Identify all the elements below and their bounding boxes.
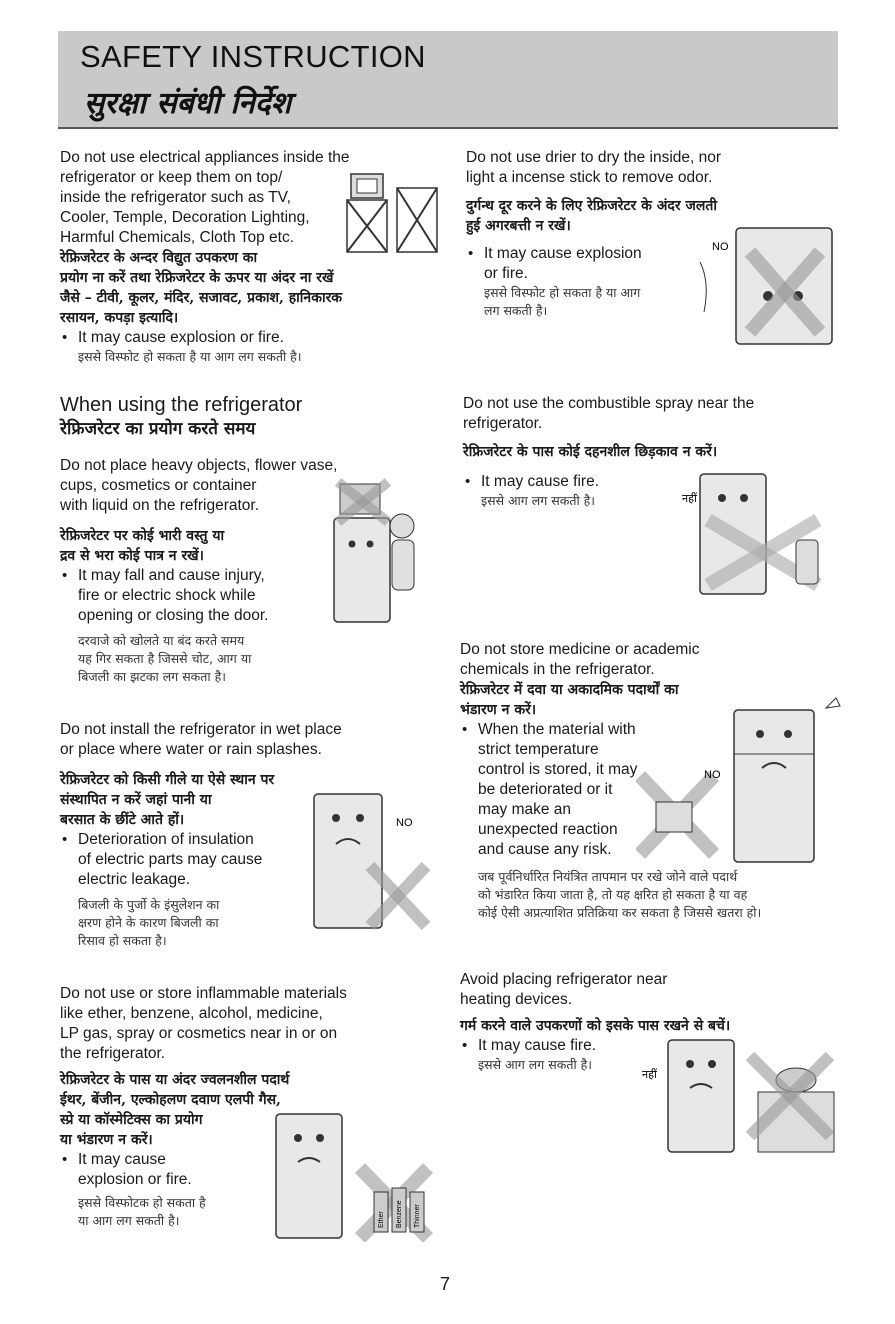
bullet-warning-hindi: रिसाव हो सकता है। [78, 933, 167, 948]
bullet-warning: or fire. [484, 265, 528, 282]
bullet-warning: may make an [478, 801, 572, 818]
bullet-warning-hindi: इससे विस्फोटक हो सकता है [78, 1195, 206, 1210]
text-line: Do not use or store inflammable materials [60, 985, 347, 1002]
bullet-warning: electric leakage. [78, 871, 191, 888]
bullet-warning-hindi: इससे विस्फोट हो सकता है या आग [484, 285, 641, 300]
bullet-warning: • When the material with [460, 720, 860, 740]
text-line: refrigerator or keep them on top/ [60, 169, 283, 186]
bullet-warning-hindi: कोई ऐसी अप्रत्याशित प्रतिक्रिया कर सकता है जिससे खतरा हो। [478, 905, 762, 920]
no-label: NO [704, 769, 721, 781]
fridge-inflammable-illustration [256, 1108, 436, 1242]
text-line: Do not place heavy objects, flower vase, [60, 457, 338, 474]
text-line-hindi: या भंडारण न करें। [60, 1132, 153, 1148]
text-line: Do not use the combustible spray near the [463, 395, 755, 412]
text-line: chemicals in the refrigerator. [460, 661, 655, 678]
text-line: cups, cosmetics or container [60, 477, 257, 494]
text-line-hindi: रेफ्रिजरेटर को किसी गीले या ऐसे स्थान पर [60, 772, 275, 788]
bullet-warning-hindi: दरवाजे को खोलते या बंद करते समय [78, 633, 245, 648]
text-line-hindi: हुई अगरबत्ती न रखें। [466, 218, 571, 234]
fridge-heater-illustration [640, 1036, 840, 1154]
bullet-warning-hindi: क्षरण होने के कारण बिजली का [78, 915, 219, 930]
no-label: NO [396, 817, 413, 829]
page-title: SAFETY INSTRUCTION [80, 39, 426, 74]
bullet-warning: be deteriorated or it [478, 781, 613, 798]
text-line-hindi: संस्थापित न करें जहां पानी या [60, 792, 212, 808]
bullet-warning: • It may cause explosion or fire. [60, 328, 460, 348]
text-line-hindi: ईथर, बेंजीन, एल्कोहलण दवाण एलपी गैस, [60, 1092, 281, 1108]
bullet-warning-hindi: इससे आग लग सकती है। [478, 1057, 593, 1072]
text-line-hindi: बरसात के छींटे आते हों। [60, 812, 185, 828]
text-line-hindi: दुर्गन्ध दूर करने के लिए रेफ्रिजरेटर के अंदर जलती [466, 198, 717, 214]
text-line: or place where water or rain splashes. [60, 741, 322, 758]
bullet-warning: unexpected reaction [478, 821, 618, 838]
can-label-ether: Ether [378, 1211, 385, 1228]
bullet-warning-hindi: लग सकती है। [484, 303, 548, 318]
no-label: NO [712, 241, 729, 253]
section-heading [60, 393, 460, 441]
text-line: Do not use drier to dry the inside, nor [466, 149, 722, 166]
bullet-warning: • It may cause fire. [460, 1036, 860, 1056]
bullet-warning-hindi: को भंडारित किया जाता है, तो यह क्षरित हो सकता है या वह [478, 887, 748, 902]
text-line-hindi: रसायन, कपड़ा इत्यादि। [60, 310, 179, 326]
bullet-warning-hindi: बिजली के पुर्जो के इंसुलेशन का [78, 897, 220, 912]
page-number: 7 [440, 1274, 451, 1294]
text-line-hindi: रेफ्रिजरेटर के पास कोई दहनशील छिड़काव न करें। [463, 444, 718, 460]
text-line: Avoid placing refrigerator near [460, 971, 668, 988]
bullet-warning: • It may cause explosion [466, 244, 866, 264]
text-line: Do not store medicine or academic [460, 641, 700, 658]
bullet-warning: and cause any risk. [478, 841, 612, 858]
text-line-hindi: गर्म करने वाले उपकरणों को इसके पास रखने से बचें। [460, 1018, 731, 1034]
text-line: Do not use electrical appliances inside the [60, 149, 350, 166]
page-header [58, 31, 838, 129]
text-line: Cooler, Temple, Decoration Lighting, [60, 209, 310, 226]
text-line: Do not install the refrigerator in wet place [60, 721, 342, 738]
section-title: When using the refrigerator [60, 394, 303, 416]
bullet-warning-hindi: यह गिर सकता है जिससे चोट, आग या [78, 651, 252, 666]
text-line: heating devices. [460, 991, 573, 1008]
bullet-warning: • It may fall and cause injury, [60, 566, 400, 586]
bullet-warning: strict temperature [478, 741, 599, 758]
bullet-warning: • It may cause [60, 1150, 440, 1170]
page-title-hindi: सुरक्षा संबंधी निर्देश [84, 86, 292, 121]
fridge-spray-illustration [668, 470, 836, 598]
bullet-warning: opening or closing the door. [78, 607, 269, 624]
text-line: Harmful Chemicals, Cloth Top etc. [60, 229, 295, 246]
fridge-no-incense-illustration [690, 222, 840, 347]
bullet-warning-hindi: जब पूर्वनिर्धारित नियंत्रित तापमान पर रखे जोने वाले पदार्थ [478, 869, 738, 884]
bullet-warning: • It may cause fire. [463, 472, 863, 492]
text-line-hindi: द्रव से भरा कोई पात्र न रखें। [60, 548, 204, 564]
section-title-hindi: रेफ्रिजरेटर का प्रयोग करते समय [60, 419, 256, 439]
bullet-warning-hindi: इससे विस्फोट हो सकता है या आग लग सकती है। [78, 349, 302, 364]
text-line: the refrigerator. [60, 1045, 166, 1062]
can-label-thinner: Thinner [414, 1204, 421, 1228]
text-line: inside the refrigerator such as TV, [60, 189, 291, 206]
nahi-label: नहीं [642, 1068, 657, 1081]
text-line-hindi: प्रयोग ना करें तथा रेफ्रिजरेटर के ऊपर या अंदर ना रखें [60, 270, 334, 286]
fridge-wet-place-illustration [300, 786, 440, 931]
text-line-hindi: जैसे – टीवी, कूलर, मंदिर, सजावट, प्रकाश, हानिकारक [60, 290, 343, 306]
tv-on-stand-illustration [343, 168, 443, 258]
bullet-warning: fire or electric shock while [78, 587, 256, 604]
bullet-warning-hindi: या आग लग सकती है। [78, 1213, 180, 1228]
can-label-benzene: Benzene [396, 1200, 403, 1228]
text-line-hindi: रेफ्रिजरेटर के अन्दर विद्युत उपकरण का [60, 250, 258, 266]
text-line-hindi: भंडारण न करें। [460, 702, 537, 718]
bullet-warning: explosion or fire. [78, 1171, 192, 1188]
text-line-hindi: रेफ्रिजरेटर में दवा या अकादमिक पदार्थों का [460, 682, 679, 698]
text-line-hindi: रेफ्रिजरेटर के पास या अंदर ज्वलनशील पदार्थ [60, 1072, 290, 1088]
bullet-warning: • Deterioration of insulation [60, 830, 440, 850]
text-line: light a incense stick to remove odor. [466, 169, 713, 186]
text-line: LP gas, spray or cosmetics near in or on [60, 1025, 338, 1042]
bullet-warning-hindi: इससे आग लग सकती है। [481, 493, 596, 508]
bullet-warning-hindi: बिजली का झटका लग सकता है। [78, 669, 226, 684]
text-line: like ether, benzene, alcohol, medicine, [60, 1005, 323, 1022]
text-line-hindi: रेफ्रिजरेटर पर कोई भारी वस्तु या [60, 528, 225, 544]
text-line: with liquid on the refrigerator. [60, 497, 260, 514]
fridge-medicine-illustration [636, 694, 846, 864]
bullet-warning: control is stored, it may [478, 761, 638, 778]
bullet-warning: of electric parts may cause [78, 851, 263, 868]
text-line-hindi: स्प्रे या कॉस्मेटिक्स का प्रयोग [60, 1112, 203, 1128]
nahi-label: नहीं [682, 492, 697, 505]
fridge-heavy-object-illustration [318, 478, 428, 628]
text-line: refrigerator. [463, 415, 543, 432]
